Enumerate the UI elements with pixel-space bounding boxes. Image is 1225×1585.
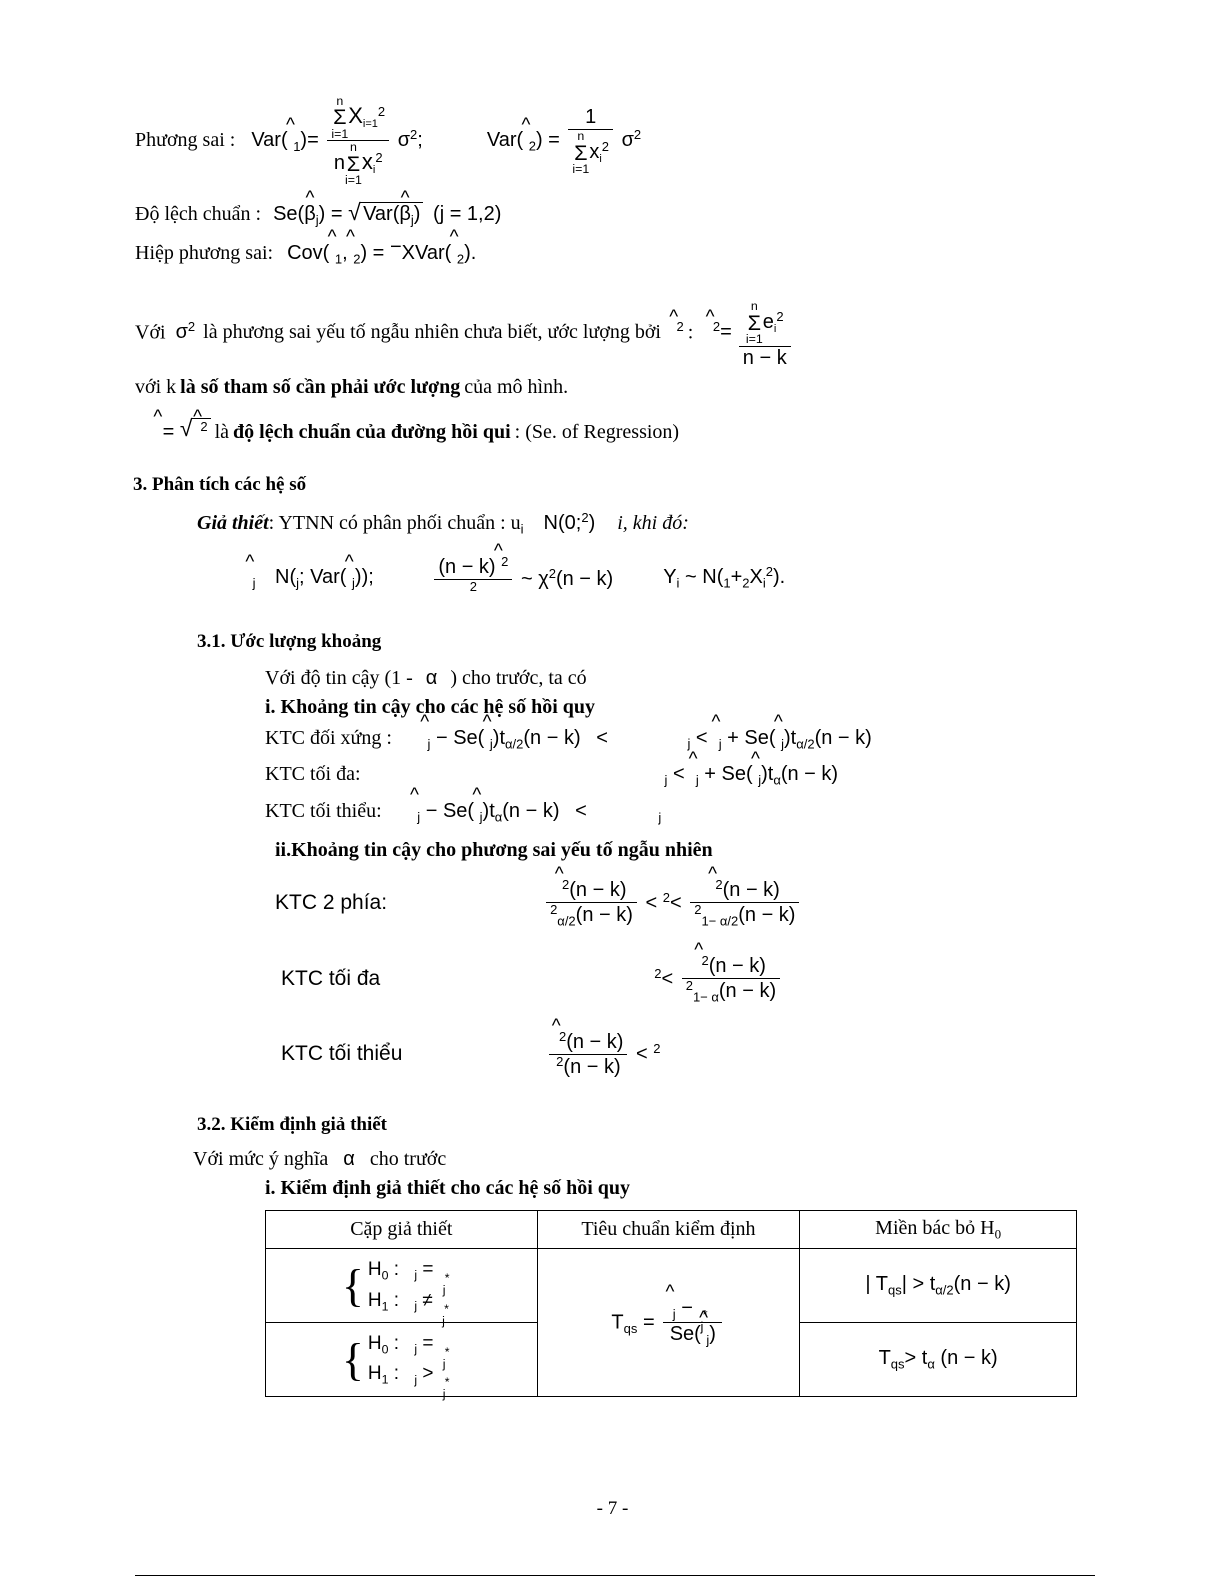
hypothesis-table [265, 1210, 1077, 1402]
sum-symbol-e: n Σ i=1 [745, 299, 763, 347]
sqrt-var: √ Var(^ $\beta_j$) [348, 201, 423, 228]
sigma-1: σ [397, 129, 411, 152]
distribution-line: ^ $_j$ $N(_j$; Var( ^ $_j$)); $\frac{(n - k) \^{} ^2}{^2}$ ~ $\chi^2(n - k)$ $Y_i$ ~ $N(_1+_2X_i^2)$. [247, 555, 1095, 605]
beta-hat-dist [247, 566, 253, 589]
alpha-level-symbol: α [343, 1147, 355, 1170]
var-beta2-open: Var( [486, 129, 524, 152]
sigma-hat-2 [707, 321, 713, 344]
footer-divider [135, 1575, 1095, 1576]
alpha-level-post: cho trước [369, 1147, 447, 1170]
stddev-label: Độ lệch chuẩn : [135, 203, 262, 225]
assumption-text: : YTNN có phân phối chuẩn : u [268, 512, 521, 535]
conf-text-pre: Với độ tin cậy (1 - [265, 666, 413, 689]
brace-icon: { [341, 1333, 364, 1385]
beta-j-hat-2: ^ β [399, 203, 411, 226]
alpha-level-line [193, 1148, 1095, 1171]
t-statistic-fraction: ^ $_j$ − * j Se( ^ $_j$) [663, 1297, 722, 1349]
header-pair: Cặp giả thiết [266, 1210, 538, 1249]
sr-text: là [214, 421, 230, 444]
semicolon: ; [417, 129, 423, 152]
covariance-line: Hiệp phương sai: Cov( ^ $_1$, ^ $_2$) = −XVar( ^ $_2$). [135, 242, 1095, 267]
beta-j-hat-1: ^ β [304, 203, 316, 226]
header-reject: Miền bác bỏ $H_0$ [800, 1210, 1077, 1249]
conf-text-post: ) cho trước, ta có [450, 666, 587, 689]
normal-open: N( [275, 566, 297, 589]
x-bar: X [401, 241, 415, 264]
chi-two-side-left: ^ $\frac{^2(n - k)}{^2_{\alpha/2}(n - k)}$ [546, 878, 637, 930]
alpha-symbol: α [425, 666, 438, 689]
table-row [266, 1249, 1077, 1323]
stddev-line: Độ lệch chuẩn : Se(^ $\beta_j$) = √ Var(^ $\beta_j$) (j = 1,2) [135, 201, 1095, 228]
confidence-text [265, 667, 1095, 690]
beta1-index: 1 [293, 138, 301, 154]
ktc-two-side-label: KTC 2 phía: [275, 891, 388, 915]
variance-line: Phương sai : Var( ^ $_1$)= n Σ i=1 $X_{i=1}^2$ n n Σ i=1 $x_i^2$ $\sigma^2$; Var( ^ $_2$) = 1 n Σ i=1 $x_i^2$ $\sigma^2$ [135, 95, 1095, 187]
k-line-pre: với k [135, 376, 177, 399]
se-regression-line: ^ = √ ^ $^2$ là độ lệch chuẩn của đường hồi qui : (Se. of Regression) [155, 417, 1095, 444]
var2-fraction: 1 n Σ i=1 $x_i^2$ [568, 106, 613, 175]
hypothesis-pair-1 [266, 1249, 538, 1328]
hypothesis-pair-2 [266, 1322, 538, 1402]
tilde-symbol: ~ [520, 567, 533, 590]
beta2-index: 2 [528, 138, 536, 154]
sigma-note-text: là phương sai yếu tố ngẫu nhiên chưa biết, ước lượng bởi [203, 321, 661, 344]
reject-region-1: | $T_{qs}| > t_{\alpha/2}(n - k)$ [800, 1249, 1077, 1323]
chi-arg: (n − k) [555, 567, 614, 590]
n-factor: n [333, 152, 345, 175]
k-line-post: của mô hình. [464, 376, 569, 399]
Y-normal-open: N( [702, 566, 724, 589]
chi-symbol: χ [538, 567, 549, 590]
sigma-hat-fraction: n Σ i=1 $e_i^2$ n − k [739, 300, 791, 369]
page-number: - 7 - [596, 1498, 629, 1519]
ktc-min-line: KTC tối thiểu: ^ $_j$ − Se( ^ $_j)t_\alpha(n - k) < _j$ [265, 800, 1095, 825]
var1-eq: )= [300, 129, 319, 152]
ktc-max2-label: KTC tối đa [281, 967, 381, 991]
ktc-symmetric-label: KTC đối xứng : [265, 726, 392, 749]
h0-row-1: $H_0$ : $_j$ = * j [367, 1259, 450, 1298]
variance-label: Phương sai : [135, 129, 236, 152]
ktc-ii-title: ii.Khoảng tin cậy cho phương sai yếu tố ngẫu nhiên [275, 838, 713, 861]
table-header-row [266, 1210, 1077, 1249]
header-criterion: Tiêu chuẩn kiểm định [537, 1210, 800, 1249]
var1-fraction: n Σ i=1 $X_{i=1}^2$ n n Σ i=1 $x_i^2$ [327, 95, 389, 187]
ktc-min2-label: KTC tối thiểu [281, 1042, 403, 1066]
minus-sign: − [389, 235, 402, 258]
beta2-hat-cov2 [451, 242, 457, 265]
sigma-hat-den: n − k [739, 346, 791, 370]
beta1-hat-cov [329, 242, 335, 265]
sigma-note-line: Với $\sigma^2$ là phương sai yếu tố ngẫu nhiên chưa biết, ước lượng bởi ^ $^2$ : ^ $^2$= n Σ i=1 $e_i^2$ n − k [135, 300, 1095, 360]
tilde-symbol-2: ~ [685, 566, 697, 589]
sum-symbol: n Σ i=1 [331, 94, 349, 142]
sum-symbol-den: n Σ i=1 [345, 140, 362, 188]
sqrt-sigma-hat: √ ^ $^2$ [180, 417, 211, 444]
chi-min-fraction: ^ $\frac{^2(n - k)}{^2(n - k)}$ [549, 1030, 627, 1079]
assumption-sub-i: i [520, 521, 524, 537]
testing-i-title: i. Kiểm định giả thiết cho các hệ số hồi quy [265, 1176, 631, 1199]
beta1-hat [288, 129, 294, 152]
j-range: (j = 1,2) [433, 203, 502, 225]
chi-two-side-right: ^ $\frac{^2(n - k)}{^2_{1- \alpha/2}(n - k)}$ [690, 878, 799, 930]
ktc-symmetric-line: KTC đối xứng : ^ $_j$ − Se( ^ $_j)t_{\alpha/2}(n - k) < _j$ < ^ $_j$ + Se( ^ $_j)t_{\alpha/2}(n - k)$ [265, 727, 1095, 752]
assumption-label: Giả thiết [197, 512, 269, 535]
X-capital: X [348, 103, 363, 128]
sr-bold: độ lệch chuẩn của đường hồi qui [233, 421, 511, 444]
k-line [135, 376, 1095, 399]
alpha-level-pre: Với mức ý nghĩa [193, 1147, 329, 1170]
assumption-dist: N(0; [543, 512, 582, 535]
h1-row-2: $H_1$ : $_j$ > * j [367, 1363, 450, 1402]
assumption-line: Giả thiết: YTNN có phân phối chuẩn : $u_i$ N(0;$^2$) i, khi đó: [197, 510, 689, 537]
assumption-tail: i, khi đó: [617, 512, 689, 535]
h0-row-2: $H_0$ : $_j$ = * j [367, 1332, 450, 1371]
test-statistic-cell: $T_{qs}$ = ^ $_j$ − * j Se( ^ $_j$) [537, 1249, 800, 1397]
beta2-hat [523, 129, 529, 152]
chi-fraction: $\frac{(n - k) \^{} ^2}{^2}$ [434, 555, 512, 604]
sigma-hat-1 [671, 321, 677, 344]
section-3-1-heading: 3.1. Ước lượng khoảng [197, 630, 382, 652]
sr-tail: : (Se. of Regression) [514, 421, 680, 444]
voi-label: Với [135, 321, 166, 344]
se-open: Se( [273, 203, 305, 225]
ktc-max-line: KTC tối đa: $_j$ < ^ $_j$ + Se( ^ $_j)t_\alpha(n - k)$ [265, 763, 1095, 788]
beta2-hat-cov [348, 242, 354, 265]
ktc-i-title: i. Khoảng tin cậy cho các hệ số hồi quy [265, 695, 596, 718]
chi-max-fraction: ^ $\frac{^2(n - k)}{^2_{1- \alpha}(n - k)}$ [682, 954, 780, 1006]
x-small: x [361, 149, 373, 175]
reject-region-2: $T_{qs}> t_\alpha$ (n − k) [800, 1322, 1077, 1396]
var-beta1-open: Var( [251, 129, 288, 152]
h1-row-1: $H_1$ : $_j$ ≠ * j [367, 1289, 449, 1328]
ktc-two-side-line: KTC 2 phía: ^ $\frac{^2(n - k)}{^2_{\alpha/2}(n - k)}$ < $^2$< ^ $\frac{^2(n - k)}{^2_{1- \alpha/2}(n - k)}$ [275, 878, 1095, 942]
k-line-bold: là số tham số cần phải ước lượng [180, 376, 461, 399]
ktc-min2-line: KTC tối thiểu ^ $\frac{^2(n - k)}{^2(n - k)}$ < $^2$ [281, 1030, 1095, 1094]
ktc-max-label: KTC tối đa: [265, 763, 361, 786]
section-3-2-heading: 3.2. Kiểm định giả thiết [197, 1113, 388, 1135]
document-body [133, 94, 1095, 1402]
ktc-min-label: KTC tối thiểu: [265, 800, 382, 823]
sigma-hat-3 [155, 421, 161, 444]
brace-icon: { [341, 1260, 364, 1311]
Y-symbol: Y [663, 566, 677, 589]
section-3-heading: 3. Phân tích các hệ số [133, 474, 307, 496]
sigma-2: σ [621, 129, 634, 152]
sum-symbol-den2: n Σ i=1 [572, 129, 590, 177]
covariance-label: Hiệp phương sai: [135, 241, 274, 264]
var2-eq: ) = [535, 129, 560, 152]
ktc-max2-line: KTC tối đa $^2$< ^ $\frac{^2(n - k)}{^2_{1- \alpha}(n - k)}$ [281, 954, 1095, 1018]
